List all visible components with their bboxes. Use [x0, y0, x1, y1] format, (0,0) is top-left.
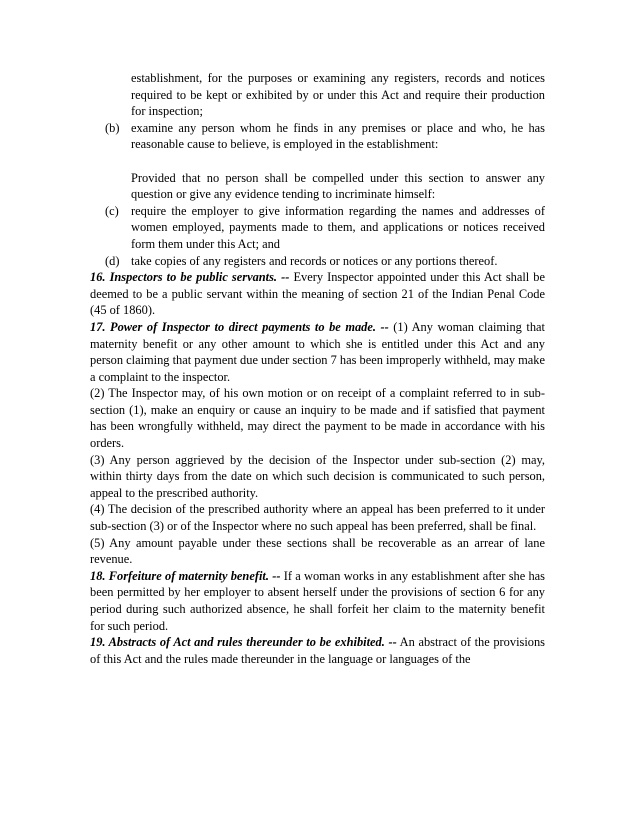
clause-label: (d) — [105, 253, 120, 268]
section-19 — [90, 634, 545, 667]
clause-d — [105, 253, 545, 270]
section-17-para-5: (5) Any amount payable under these sections shall be recoverable as an arrear of lane revenue. — [90, 535, 545, 567]
document-page — [90, 70, 545, 667]
clause-c — [105, 203, 545, 253]
section-heading: 19. Abstracts of Act and rules thereunder to be exhibited. -- — [90, 635, 397, 650]
clause-text: require the employer to give information regarding the names and addresses of women employed, payments made to them, and applications or notices received form them under this Act; and — [131, 203, 545, 251]
clause-a-continuation: establishment, for the purposes or examining any registers, records and notices required to be kept or exhibited by or under this Act and require their production for inspection; — [131, 71, 545, 119]
proviso: Provided that no person shall be compelled under this section to answer any question or give any evidence tending to incriminate himself: — [131, 170, 545, 202]
section-17-para-3: (3) Any person aggrieved by the decision of the Inspector under sub-section (2) may, within thirty days from the date on which such decision is communicated to such person, appeal to the prescribed authority. — [90, 452, 545, 500]
clause-label: (c) — [105, 203, 119, 218]
section-17-para-4: (4) The decision of the prescribed authority where an appeal has been preferred to it under sub-section (3) or of the Inspector where no such appeal has been preferred, shall be final. — [90, 502, 545, 534]
section-16 — [90, 269, 545, 319]
section-text: An abstract of the provisions of this Act and the rules made thereunder in the language or languages of the — [90, 635, 545, 666]
section-text: Every Inspector appointed under this Act shall be deemed to be a public servant within the meaning of section 21 of the Indian Penal Code (45 of 1860). — [90, 270, 545, 318]
section-17-para-2: (2) The Inspector may, of his own motion or on receipt of a complaint referred to in sub-section (1), make an enquiry or cause an inquiry to be made and if satisfied that payment has been wrongfully withheld, may direct the payment to be made in accordance with his orders. — [90, 386, 545, 451]
clause-text: examine any person whom he finds in any premises or place and who, he has reasonable cause to believe, is employed in the establishment: — [131, 120, 545, 152]
section-heading: 17. Power of Inspector to direct payments to be made. -- — [90, 319, 389, 334]
clause-label: (b) — [105, 120, 120, 135]
section-text: If a woman works in any establishment after she has been permitted by her employer to absent herself under the provisions of section 6 for any period during such authorized absence, he shall forfeit her claim to the maternity benefit for such period. — [90, 568, 545, 633]
section-text: (1) Any woman claiming that maternity benefit or any other amount to which she is entitled under this Act and any person claiming that payment due under section 7 has been improperly withheld, may make a complaint to the inspector. — [90, 319, 545, 384]
clause-text: take copies of any registers and records or notices or any portions thereof. — [131, 253, 498, 268]
section-heading: 18. Forfeiture of maternity benefit. -- — [90, 568, 281, 583]
section-17-para-1 — [90, 319, 545, 385]
section-heading: 16. Inspectors to be public servants. -- — [90, 270, 290, 285]
clause-b — [105, 120, 545, 153]
section-18 — [90, 568, 545, 634]
